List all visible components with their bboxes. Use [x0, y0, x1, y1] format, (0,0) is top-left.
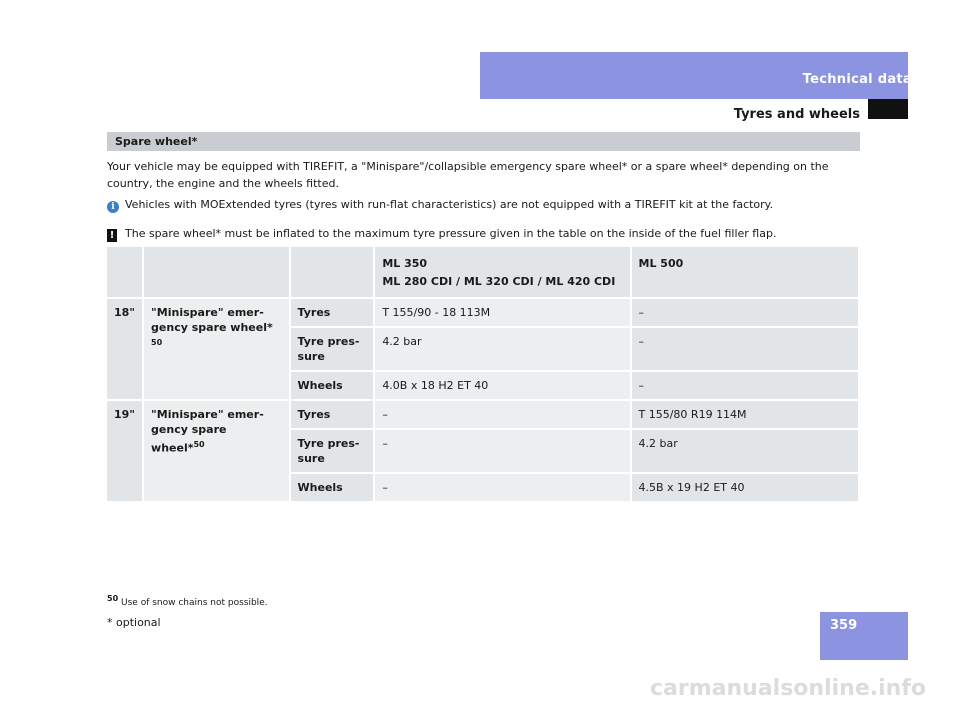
- optional-note: * optional: [107, 616, 161, 629]
- row-label: [290, 429, 375, 473]
- header-cell-empty: [290, 247, 375, 298]
- cell-model-b: –: [631, 327, 859, 371]
- wheel-size: 18": [107, 298, 143, 400]
- header-cell-empty: [107, 247, 143, 298]
- footnote: [107, 594, 268, 608]
- cell-model-a: –: [374, 473, 630, 502]
- cell-model-b: T 155/80 R19 114M: [631, 400, 859, 429]
- row-label: Tyres: [290, 400, 375, 429]
- section-marker: [868, 99, 908, 119]
- spare-wheel-type: [143, 298, 289, 400]
- header-model-a-line1: ML 350: [382, 257, 428, 270]
- warning-icon: !: [107, 229, 117, 242]
- spare-wheel-type-line1: "Minispare" emer-: [151, 306, 264, 319]
- footnote-ref: 50: [151, 338, 163, 347]
- header-cell-empty: [143, 247, 289, 298]
- footnote-ref: 50: [193, 440, 205, 449]
- table-header-row: [107, 247, 859, 298]
- spare-wheel-type-line2: [151, 320, 281, 354]
- watermark: carmanualsonline.info: [650, 676, 926, 701]
- spare-wheel-type-line2: [151, 422, 281, 456]
- spare-wheel-section-bar: [107, 132, 860, 151]
- row-label-line2: sure: [297, 452, 325, 465]
- header-model-a: [374, 247, 630, 298]
- info-note: [107, 198, 773, 213]
- cell-model-b: 4.2 bar: [631, 429, 859, 473]
- cell-model-a: T 155/90 - 18 113M: [374, 298, 630, 327]
- section-heading: Tyres and wheels: [733, 107, 860, 122]
- header-model-b: ML 500: [631, 247, 859, 298]
- info-icon: i: [107, 201, 119, 213]
- cell-model-a: –: [374, 429, 630, 473]
- footnote-text: Use of snow chains not possible.: [121, 598, 268, 608]
- cell-model-a: –: [374, 400, 630, 429]
- cell-model-b: –: [631, 298, 859, 327]
- warning-note-text: The spare wheel* must be inflated to the maximum tyre pressure given in the table on the inside of the fuel filler flap.: [125, 227, 777, 240]
- row-label: [290, 327, 375, 371]
- row-label: Tyres: [290, 298, 375, 327]
- table-row: [107, 400, 859, 429]
- row-label-line2: sure: [297, 350, 325, 363]
- cell-model-b: 4.5B x 19 H2 ET 40: [631, 473, 859, 502]
- cell-model-a: 4.2 bar: [374, 327, 630, 371]
- row-label: Wheels: [290, 473, 375, 502]
- cell-model-a: 4.0B x 18 H2 ET 40: [374, 371, 630, 400]
- spare-wheel-type-line2-text: gency spare wheel*: [151, 321, 273, 334]
- warning-note: [107, 227, 776, 242]
- footnote-number: 50: [107, 594, 119, 603]
- chapter-title: Technical data: [802, 72, 912, 87]
- header-model-a-line2: ML 280 CDI / ML 320 CDI / ML 420 CDI: [382, 275, 616, 288]
- row-label-line1: Tyre pres-: [297, 437, 360, 450]
- page-number-box: [820, 612, 908, 660]
- row-label: Wheels: [290, 371, 375, 400]
- spare-wheel-type-line1: "Minispare" emer-: [151, 408, 264, 421]
- wheel-size: 19": [107, 400, 143, 502]
- spare-wheel-type: [143, 400, 289, 502]
- row-label-line1: Tyre pres-: [297, 335, 360, 348]
- intro-paragraph: Your vehicle may be equipped with TIREFIT, a "Minispare"/collapsible emergency spare wheel* or a spare wheel* depending on the country, the engine and the wheels fitted.: [107, 160, 829, 190]
- cell-model-b: –: [631, 371, 859, 400]
- info-note-text: Vehicles with MOExtended tyres (tyres with run-flat characteristics) are not equipped with a TIREFIT kit at the factory.: [125, 198, 774, 211]
- section-title: Spare wheel*: [115, 135, 198, 148]
- spare-wheel-type-line2-text: gency spare wheel*: [151, 423, 227, 455]
- page-number: 359: [830, 618, 858, 633]
- table-row: [107, 298, 859, 327]
- spare-wheel-table: [107, 247, 860, 503]
